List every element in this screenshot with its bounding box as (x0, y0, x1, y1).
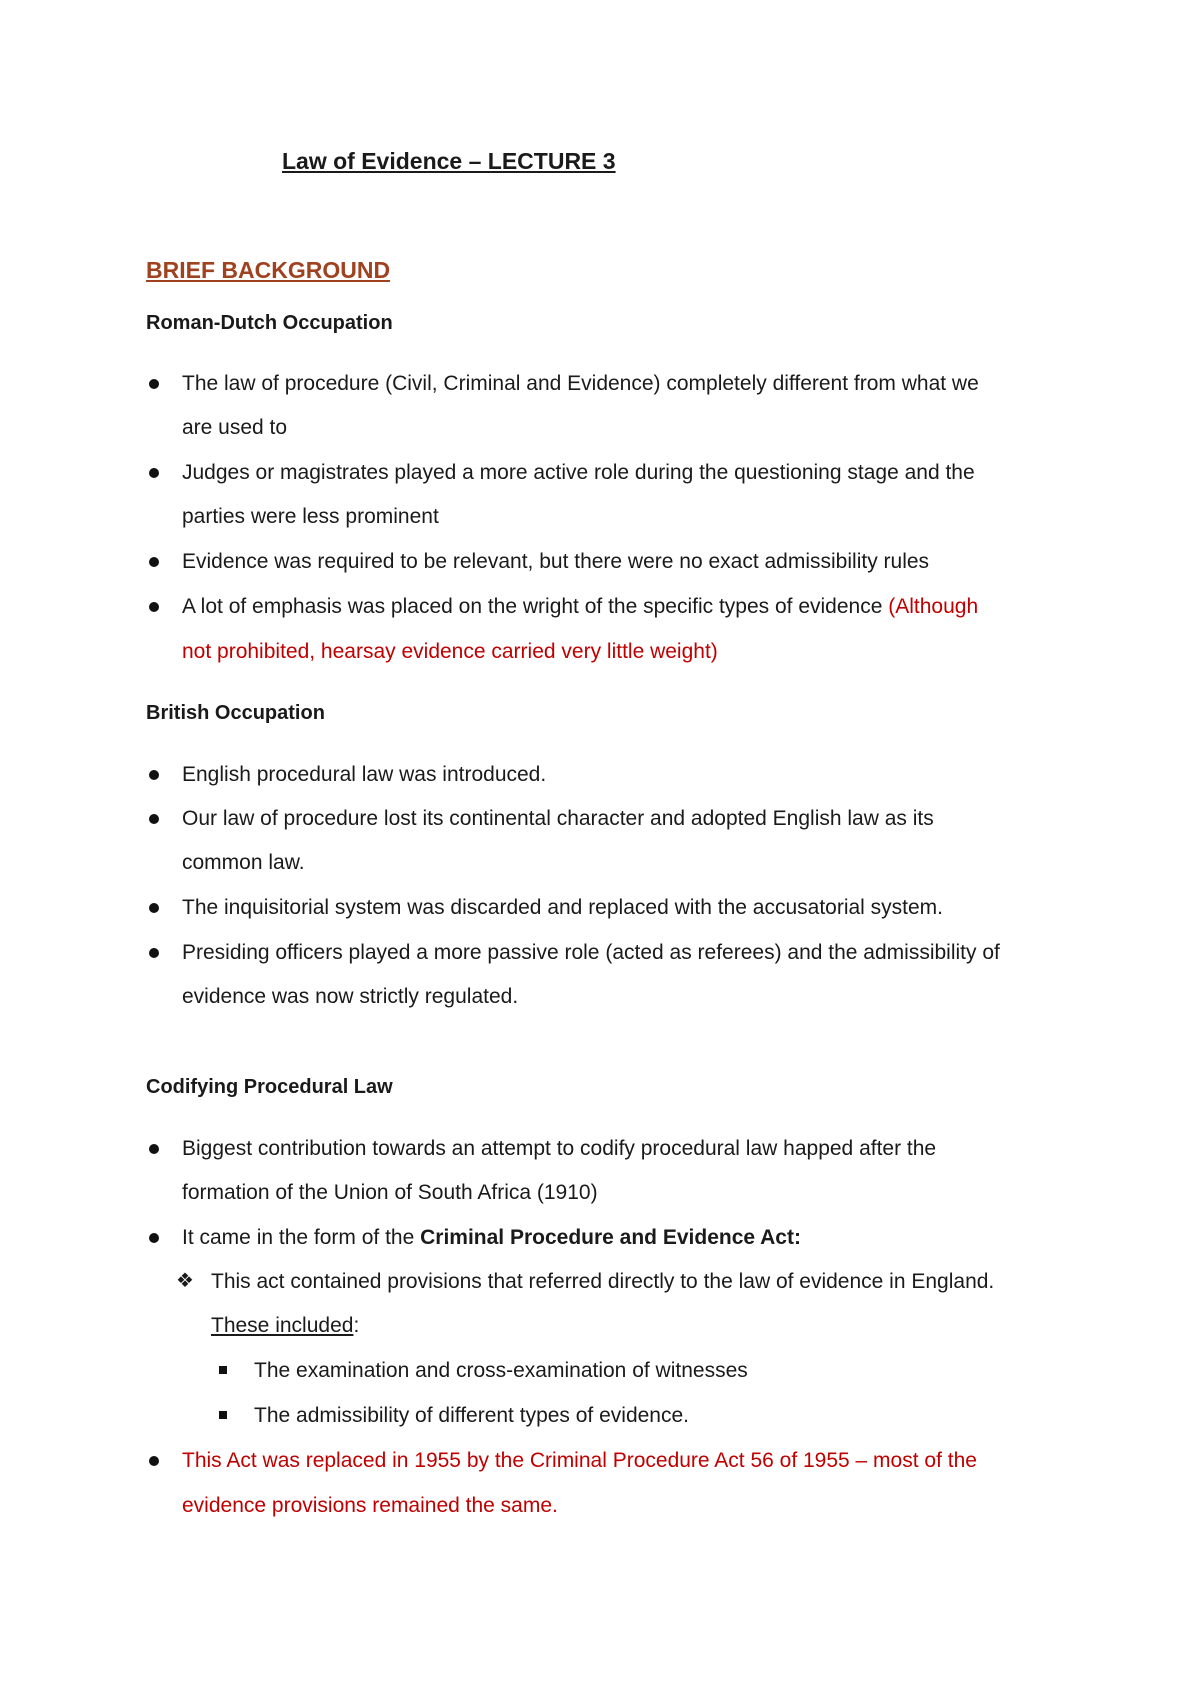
list-item-text-plain: It came in the form of the (182, 1226, 421, 1249)
list-item-text: The examination and cross-examination of witnesses (254, 1359, 748, 1382)
subheading-codifying: Codifying Procedural Law (146, 1076, 393, 1098)
list-item-text: English procedural law was introduced. (182, 763, 547, 786)
section-heading: BRIEF BACKGROUND (146, 257, 391, 283)
bullet-icon (149, 1456, 159, 1466)
list-item-text: The law of procedure (Civil, Criminal and Evidence) completely different from what we (182, 372, 979, 395)
list-item-text: are used to (182, 416, 288, 439)
list-item-text (182, 595, 978, 619)
list-item-text: evidence was now strictly regulated. (182, 985, 519, 1008)
list-item-text: Our law of procedure lost its continental character and adopted English law as its (182, 807, 934, 830)
bullet-icon (149, 948, 159, 958)
bullet-icon (149, 1233, 159, 1243)
list-item-text: common law. (182, 851, 305, 874)
bullet-icon (149, 557, 159, 567)
bullet-icon (149, 770, 159, 780)
list-item-text: formation of the Union of South Africa (1910) (182, 1181, 598, 1204)
square-bullet-icon (219, 1366, 227, 1374)
list-item-text-red: evidence provisions remained the same. (182, 1494, 558, 1517)
list-item-text: The admissibility of different types of evidence. (254, 1404, 690, 1427)
list-item-text-red: (Although (888, 595, 979, 618)
list-item-text-plain: : (353, 1314, 360, 1337)
bullet-icon (149, 1144, 159, 1154)
underlined-text: These included (211, 1314, 354, 1337)
list-item-text: The inquisitorial system was discarded and replaced with the accusatorial system. (182, 896, 944, 919)
bullet-icon (149, 379, 159, 389)
act-name-bold: Criminal Procedure and Evidence Act: (420, 1226, 801, 1249)
bullet-icon (149, 814, 159, 824)
subheading-british: British Occupation (146, 702, 325, 724)
list-item-text: Biggest contribution towards an attempt to codify procedural law happed after the (182, 1137, 937, 1160)
bullet-icon (149, 602, 159, 612)
list-item-text-plain: A lot of emphasis was placed on the wright of the specific types of evidence (182, 595, 889, 618)
list-item-text (211, 1314, 359, 1338)
list-item-text: Presiding officers played a more passive role (acted as referees) and the admissibility of (182, 941, 1000, 964)
subheading-roman-dutch: Roman-Dutch Occupation (146, 312, 393, 334)
page-title: Law of Evidence – LECTURE 3 (282, 148, 616, 174)
list-item-text (182, 1226, 801, 1250)
list-item-text: parties were less prominent (182, 505, 439, 528)
list-item-text: Judges or magistrates played a more active role during the questioning stage and the (182, 461, 975, 484)
list-item-text: Evidence was required to be relevant, but there were no exact admissibility rules (182, 550, 930, 573)
square-bullet-icon (219, 1411, 227, 1419)
bullet-icon (149, 903, 159, 913)
list-item-text: This act contained provisions that referred directly to the law of evidence in England. (211, 1270, 995, 1293)
bullet-icon (149, 468, 159, 478)
list-item-text-red: not prohibited, hearsay evidence carried very little weight) (182, 640, 718, 663)
diamond-bullet-icon: ❖ (176, 1270, 194, 1292)
list-item-text-red: This Act was replaced in 1955 by the Criminal Procedure Act 56 of 1955 – most of the (182, 1449, 977, 1472)
